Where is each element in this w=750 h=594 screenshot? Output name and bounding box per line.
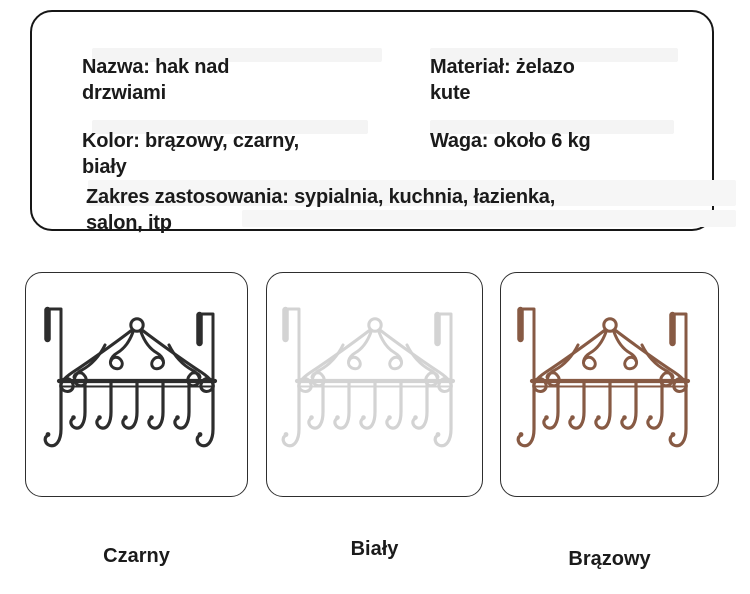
spec-name-line1: Nazwa: hak nad xyxy=(82,56,230,78)
over-door-hook-rack-image-white xyxy=(275,299,475,459)
spec-color xyxy=(82,128,299,180)
product-card-brazowy xyxy=(500,272,719,497)
spec-name xyxy=(82,54,229,106)
spec-usage-line2: salon, itp xyxy=(86,212,172,234)
spec-material-line1: Materiał: żelazo xyxy=(430,56,575,78)
product-spec-box xyxy=(30,10,714,234)
spec-name-line2: drzwiami xyxy=(82,82,166,104)
spec-weight-line1: Waga: około 6 kg xyxy=(430,130,591,152)
spec-usage-line1: Zakres zastosowania: sypialnia, kuchnia, łazienka, xyxy=(86,186,556,208)
spec-color-line1: Kolor: brązowy, czarny, xyxy=(82,130,299,152)
variant-label-bialy: Biały xyxy=(350,538,399,560)
spec-color-line2: biały xyxy=(82,156,127,178)
spec-usage xyxy=(86,184,555,236)
spec-weight xyxy=(430,128,591,154)
spec-material xyxy=(430,54,575,106)
spec-material-line2: kute xyxy=(430,82,471,104)
product-card-czarny xyxy=(25,272,248,497)
over-door-hook-rack-image-brown xyxy=(510,299,710,459)
variant-label-czarny: Czarny xyxy=(103,545,170,567)
product-card-bialy xyxy=(266,272,483,497)
over-door-hook-rack-image-black xyxy=(37,299,237,459)
variant-label-brazowy: Brązowy xyxy=(568,548,651,570)
